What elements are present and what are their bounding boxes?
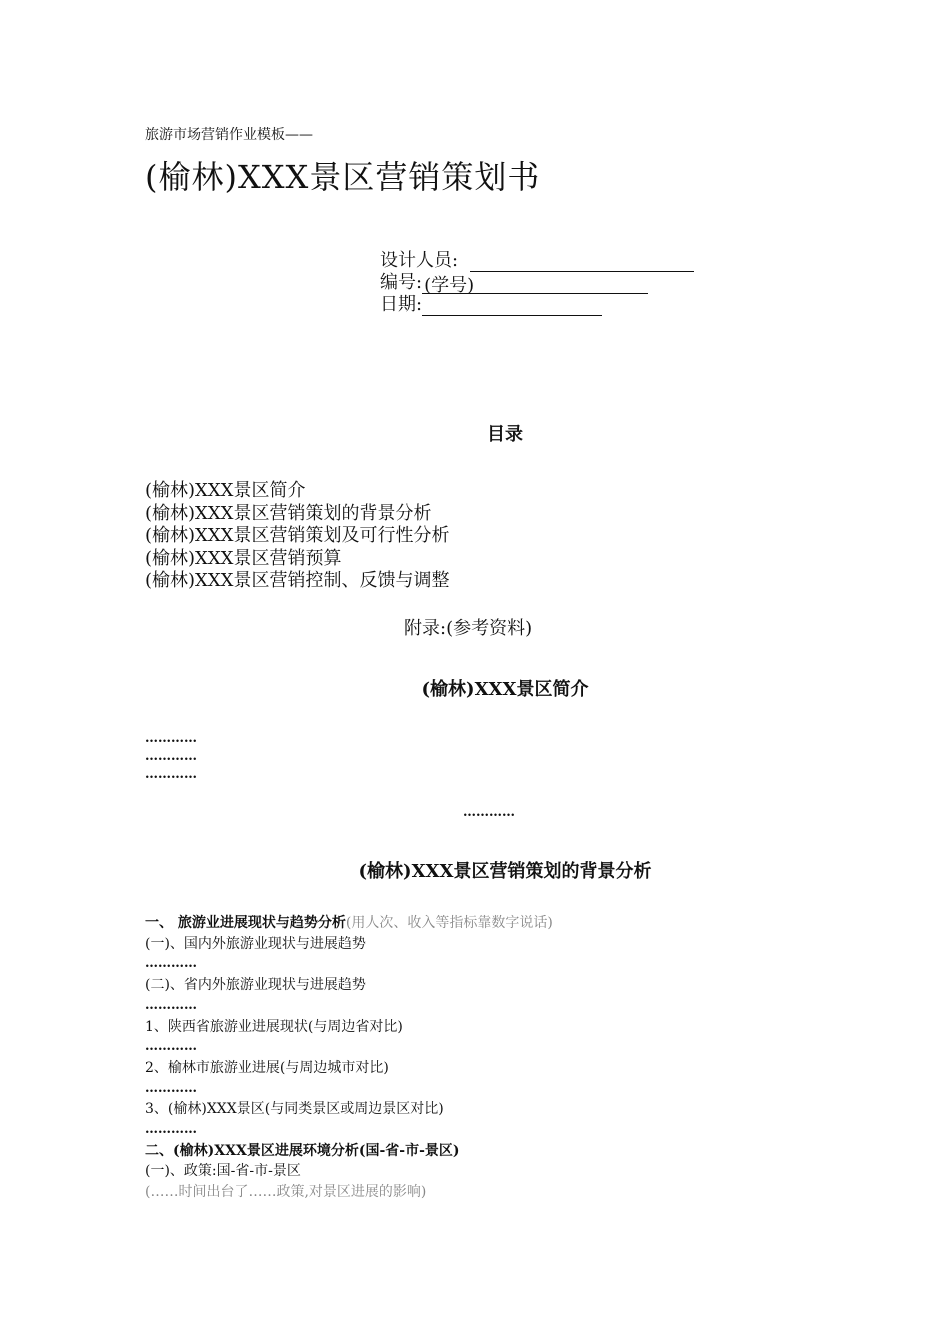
date-blank <box>422 297 602 316</box>
section1-note: (用人次、收入等指标靠数字说话) <box>345 915 553 931</box>
section2-heading: 二、(榆林)XXX景区进展环境分析(国-省-市-景区) <box>145 1142 460 1159</box>
policy-line: (一)、政策:国-省-市-景区 <box>145 1163 301 1180</box>
body-line: 1、陕西省旅游业进展现状(与周边省对比) <box>145 1018 403 1035</box>
designer-label: 设计人员: <box>380 250 459 271</box>
number-blank <box>422 275 648 294</box>
ellipsis-line: ………… <box>145 997 197 1013</box>
ellipsis-line: ………… <box>145 1122 197 1138</box>
intro-dots <box>145 730 197 784</box>
number-row <box>380 272 694 294</box>
toc-item: (榆林)XXX景区营销策划的背景分析 <box>145 502 432 524</box>
ellipsis-line: ………… <box>145 731 197 746</box>
ellipsis-line: ………… <box>145 1039 197 1055</box>
ellipsis-line: ………… <box>145 767 197 782</box>
cover-form <box>380 250 694 316</box>
number-value: (学号) <box>424 275 475 296</box>
number-label: 编号: <box>380 272 423 293</box>
section1-heading: 一、 旅游业进展现状与趋势分析 <box>145 915 346 931</box>
document-subtitle: 旅游市场营销作业模板—— <box>145 127 313 143</box>
body-line: 3、(榆林)XXX景区(与同类景区或周边景区对比) <box>145 1101 444 1118</box>
background-title: (榆林)XXX景区营销策划的背景分析 <box>358 861 652 882</box>
toc-item: (榆林)XXX景区营销预算 <box>145 547 342 569</box>
toc-heading: 目录 <box>487 424 523 445</box>
ellipsis-line: ………… <box>145 956 197 972</box>
ellipsis-line: ………… <box>145 1080 197 1096</box>
document-title: (榆林)XXX景区营销策划书 <box>145 158 541 196</box>
toc-item: (榆林)XXX景区简介 <box>145 480 306 501</box>
section1-heading-line <box>145 913 553 934</box>
toc-item: (榆林)XXX景区营销控制、反馈与调整 <box>145 570 450 591</box>
body-line: 2、榆林市旅游业进展(与周边城市对比) <box>145 1059 389 1076</box>
intro-title: (榆林)XXX景区简介 <box>421 679 589 700</box>
toc-list <box>145 480 450 593</box>
body-line: (二)、省内外旅游业现状与进展趋势 <box>145 977 366 994</box>
body-line: (一)、国内外旅游业现状与进展趋势 <box>145 935 366 952</box>
ellipsis-line: ………… <box>145 749 197 764</box>
background-body <box>145 913 553 1203</box>
designer-row <box>380 250 694 272</box>
toc-appendix: 附录:(参考资料) <box>404 618 533 639</box>
date-row <box>380 294 694 316</box>
toc-item: (榆林)XXX景区营销策划及可行性分析 <box>145 525 450 546</box>
designer-blank <box>470 253 694 272</box>
intro-center-dots: ………… <box>463 805 515 820</box>
date-label: 日期: <box>380 294 423 315</box>
policy-note: (……时间出台了……政策,对景区进展的影响) <box>145 1184 427 1201</box>
